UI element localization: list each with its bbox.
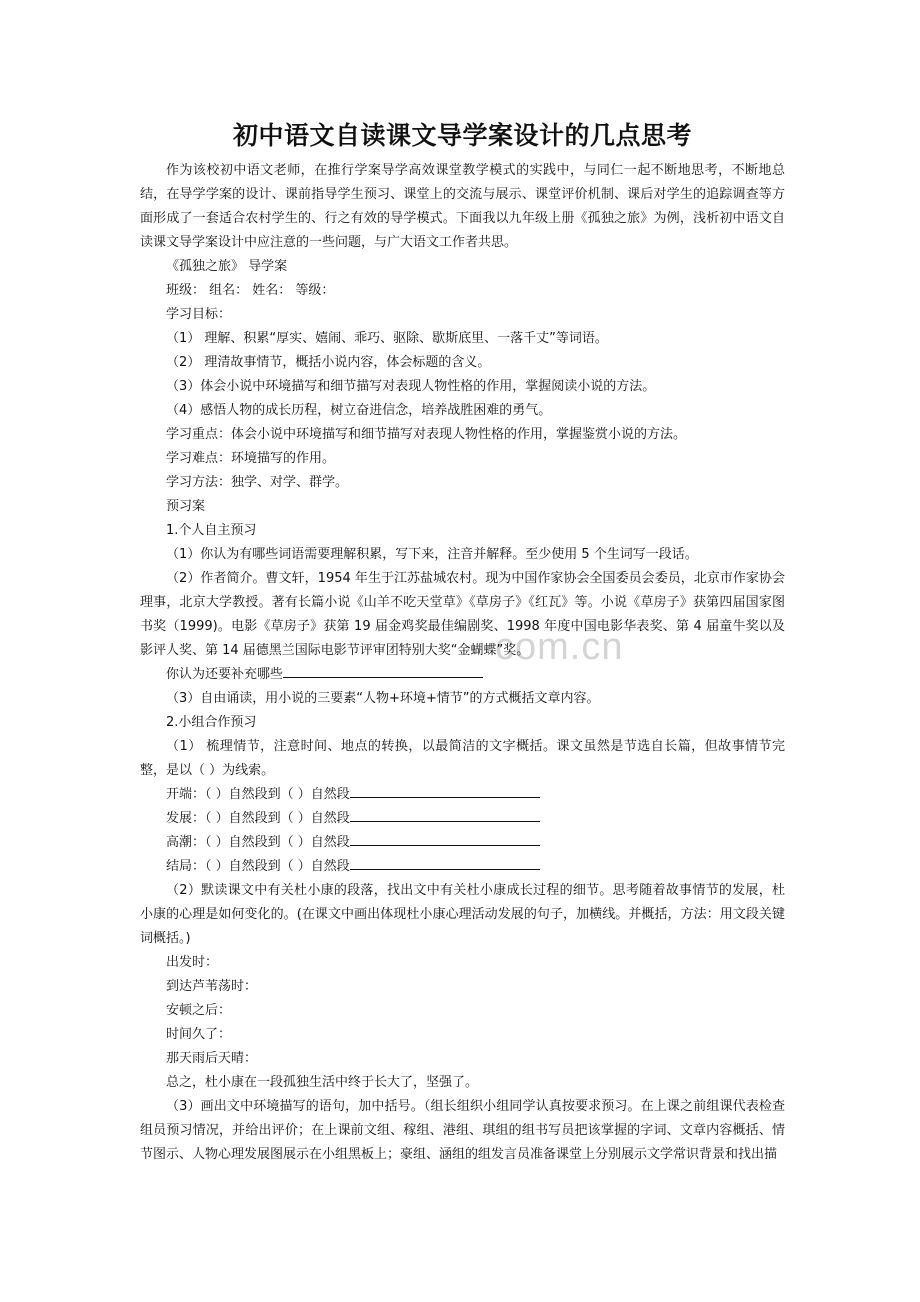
fill-in-label: 你认为还要补充哪些 [166, 667, 284, 682]
plot-label: 结局：（ ）自然段到（ ）自然段 [166, 859, 350, 874]
task-item: （3）画出文中环境描写的语句，加中括号。（组长组织小组同学认真按要求预习。在上课之前组课代表检查组员预习情况，并给出评价；在上课前文组、稼组、港组、琪组的组书写员把该掌握的字词、文章内容概括、情节图示、人物心理发展图展示在小组黑板上；豪组、涵组的组发言员准备课堂上分别展示文学常识背景和找出描 [140, 1099, 785, 1162]
method-line: 学习方法：独学、对学、群学。 [166, 475, 349, 490]
watermark: com.cn [495, 626, 624, 668]
answer-blank[interactable] [283, 663, 483, 678]
task-item: （1） 梳理情节，注意时间、地点的转换，以最简洁的文字概括。课文虽然是节选自长篇，但故事情节完整，是以（ ）为线索。 [140, 739, 785, 778]
goal-item: （2） 理清故事情节，概括小说内容，体会标题的含义。 [166, 355, 491, 370]
subsection-heading: 1.个人自主预习 [166, 523, 257, 538]
stage-line: 安顿之后： [166, 1003, 232, 1018]
goal-item: （1） 理解、积累“厚实、嬉闹、乖巧、驱除、歇斯底里、一落千丈”等词语。 [166, 331, 608, 346]
plot-label: 高潮：（ ）自然段到（ ）自然段 [166, 835, 350, 850]
task-item: （3）自由诵读，用小说的三要素“人物+环境+情节”的方式概括文章内容。 [166, 691, 600, 706]
subsection-heading: 2.小组合作预习 [166, 715, 257, 730]
plot-label: 开端：（ ）自然段到（ ）自然段 [166, 787, 350, 802]
fill-in-line [140, 663, 785, 687]
stage-line: 那天雨后天晴： [166, 1051, 258, 1066]
goal-item: （4）感悟人物的成长历程，树立奋进信念，培养战胜困难的勇气。 [166, 403, 552, 418]
plot-row [140, 807, 785, 831]
document-page [140, 116, 785, 1167]
task-item: （2）默读课文中有关杜小康的段落，找出文中有关杜小康成长过程的细节。思考随着故事情节的发展，杜小康的心理是如何变化的。(在课文中画出体现杜小康心理活动发展的句子，加横线。并概括，方法：用文段关键词概括。) [140, 883, 785, 946]
answer-blank[interactable] [350, 831, 540, 846]
plot-row [140, 855, 785, 879]
section-heading-preview: 预习案 [166, 499, 206, 514]
document-body [140, 159, 785, 1167]
summary-line: 总之，杜小康在一段孤独生活中终于长大了，坚强了。 [166, 1075, 479, 1090]
stage-line: 到达芦苇荡时： [166, 979, 258, 994]
answer-blank[interactable] [350, 783, 540, 798]
task-item: （1）你认为有哪些词语需要理解积累，写下来，注音并解释。至少使用 5 个生词写一段话。 [166, 547, 698, 562]
plot-label: 发展：（ ）自然段到（ ）自然段 [166, 811, 350, 826]
author-bio: （2）作者简介。曹文轩，1954 年生于江苏盐城农村。现为中国作家协会全国委员会委员，北京市作家协会理事，北京大学教授。著有长篇小说《山羊不吃天堂草》《草房子》《红瓦》等。小说《草房子》获第四届国家图书奖（1999)。电影《草房子》获第 19 届金鸡奖最佳编剧奖、1998 年度中国电影华表奖、第 4 届童牛奖以及影评人奖、第 14 届德黑兰国际电影节评审团特别大奖“金蝴蝶”奖。 [140, 571, 785, 658]
difficulty-line: 学习难点：环境描写的作用。 [166, 451, 336, 466]
student-info-line: 班级： 组名： 姓名： 等级： [166, 283, 335, 298]
answer-blank[interactable] [350, 807, 540, 822]
key-point-line: 学习重点：体会小说中环境描写和细节描写对表现人物性格的作用，掌握鉴赏小说的方法。 [166, 427, 687, 442]
page-title: 初中语文自读课文导学案设计的几点思考 [232, 121, 692, 150]
plot-row [140, 783, 785, 807]
answer-blank[interactable] [350, 855, 540, 870]
stage-line: 出发时： [166, 955, 219, 970]
intro-paragraph: 作为该校初中语文老师，在推行学案导学高效课堂教学模式的实践中，与同仁一起不断地思考，不断地总结，在导学学案的设计、课前指导学生预习、课堂上的交流与展示、课堂评价机制、课后对学生的追踪调查等方面形成了一套适合农村学生的、行之有效的导学模式。下面我以九年级上册《孤独之旅》为例，浅析初中语文自读课文导学案设计中应注意的一些问题，与广大语文工作者共思。 [140, 163, 785, 250]
stage-line: 时间久了： [166, 1027, 232, 1042]
section-heading-goals: 学习目标： [166, 307, 232, 322]
worksheet-heading: 《孤独之旅》 导学案 [166, 259, 288, 274]
plot-row [140, 831, 785, 855]
goal-item: （3）体会小说中环境描写和细节描写对表现人物性格的作用，掌握阅读小说的方法。 [166, 379, 656, 394]
